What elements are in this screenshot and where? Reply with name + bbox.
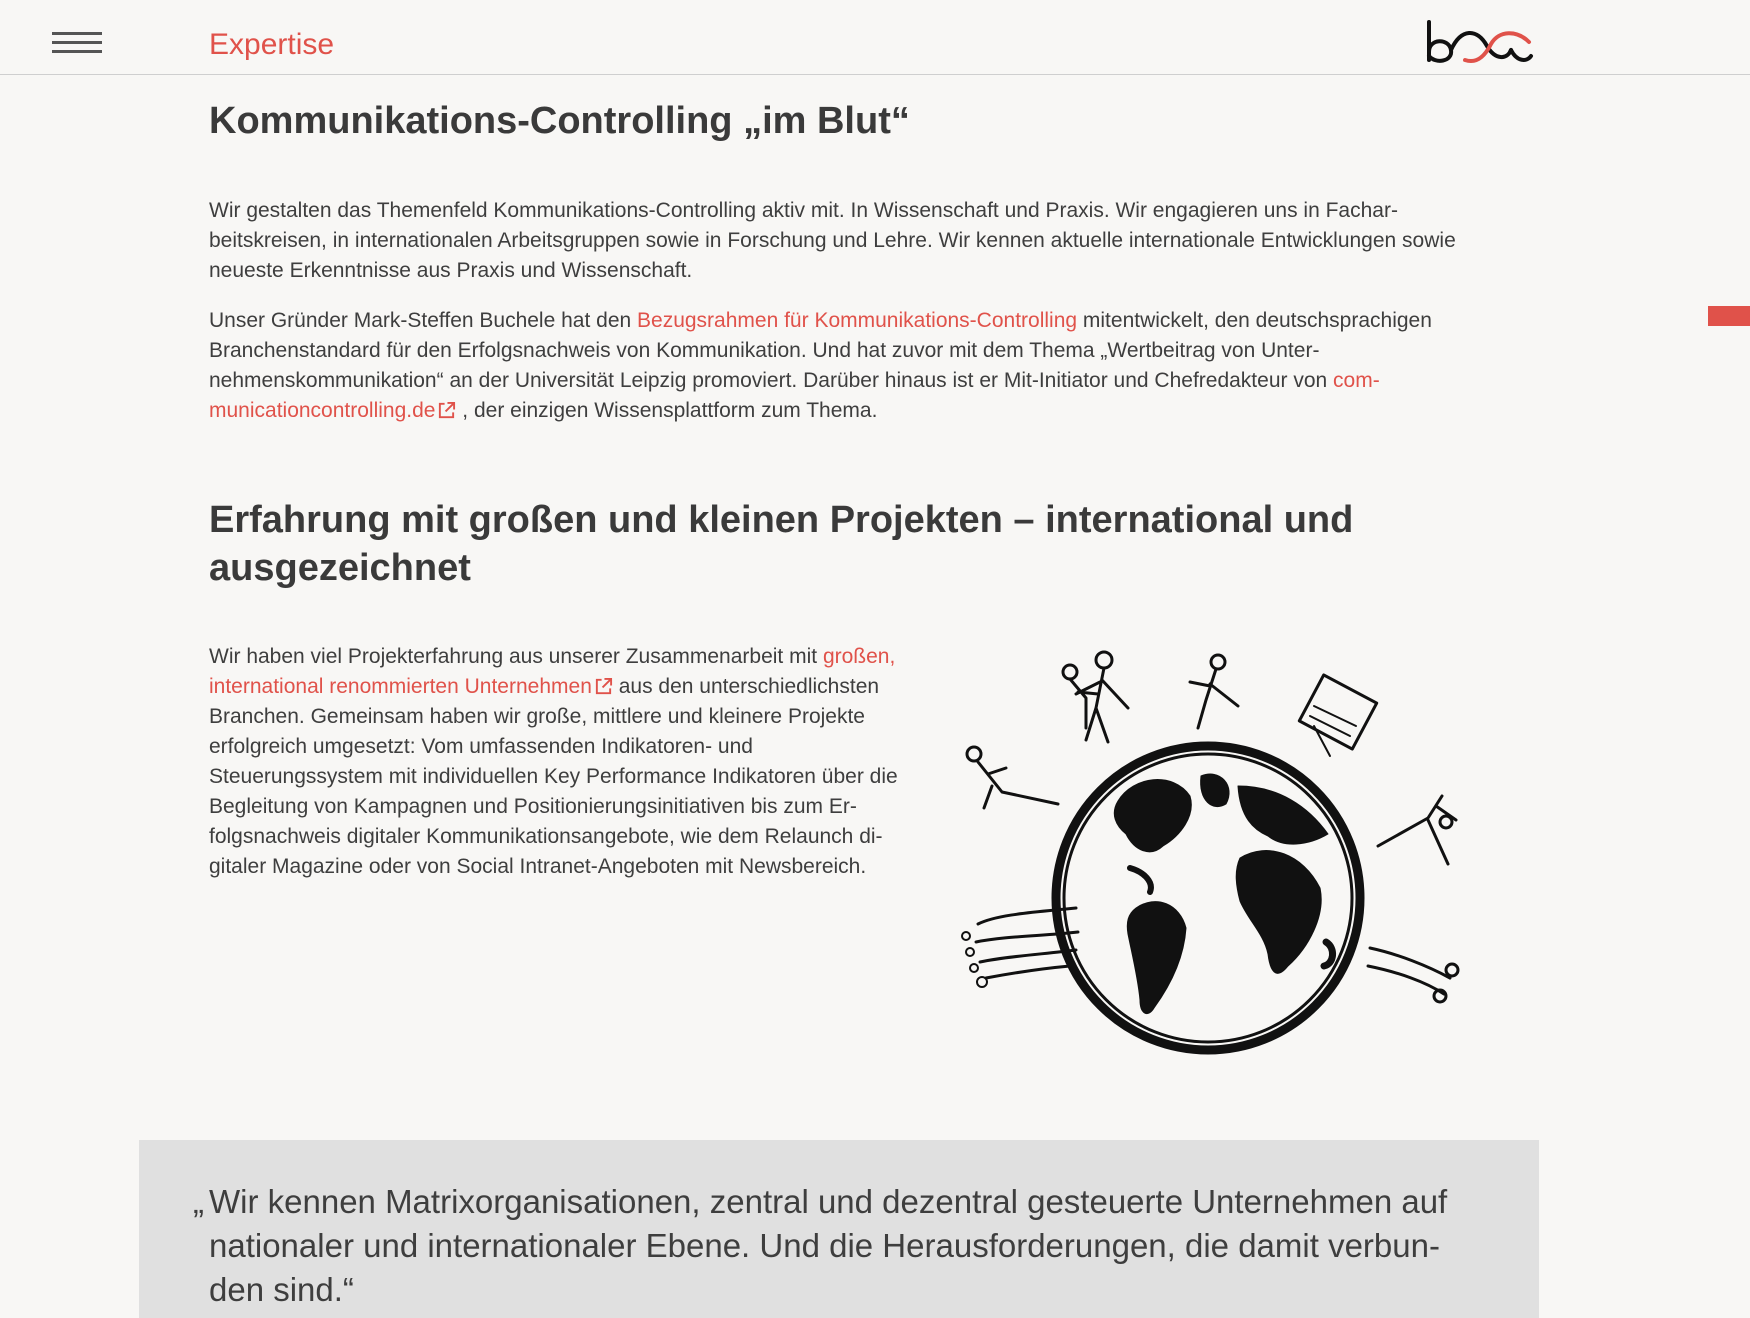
heading-kommunikations-controlling: Kommunikations-Controlling „im Blut“	[209, 100, 910, 142]
site-header	[0, 0, 1750, 75]
section-label: Expertise	[209, 28, 335, 61]
quote-open-mark: „	[193, 1183, 204, 1220]
paragraph-text: aus den unterschiedlichsten Branchen. Gemeinsam haben wir große, mittlere und kleinere Projekte erfolgreich umgesetzt: Vom umfassenden Indikatoren- und Steuerungssystem mit individuellen Key Performance Indikatoren über die Begleitung von Kampagnen und Positionierungsinitiativen bis zum Erfolgsnachweis digitaler Kommunikationsangebote, wie dem Relaunch digitaler Magazine oder von Social Intranet-Angeboten mit Newsbereich.	[209, 675, 898, 878]
link-text: communicationcontrolling.de	[209, 369, 1380, 422]
paragraph-projekterfahrung	[209, 642, 929, 882]
paragraph-themenfeld: Wir gestalten das Themenfeld Kommunikations-Controlling aktiv mit. In Wissenschaft und Praxis. Wir engagieren uns in Facharbeitskreisen, in internationalen Arbeitsgruppen sowie in Forschung und Lehre. Wir kennen aktuelle internationale Entwicklungen sowie neueste Erkenntnisse aus Praxis und Wissenschaft.	[209, 199, 1456, 282]
paragraph-text: mitentwickelt, den deutschsprachigen Branchenstandard für den Erfolgsnachweis von Kommunikation. Und hat zuvor mit dem Thema „Wertbeitrag von Unternehmenskommunikation“ an der Universität Leipzig promoviert. Darüber hinaus ist er Mit-Initiator und Chefredakteur von	[209, 309, 1432, 392]
paragraph-text: , der einzigen Wissensplattform zum Thema.	[456, 399, 878, 422]
quote-body: Wir kennen Matrixorganisationen, zentral und dezentral gesteuerte Unternehmen auf nationaler und internationaler Ebene. Und die Herausforderungen, die damit verbunden sind.“	[209, 1183, 1448, 1308]
quote-box	[139, 1140, 1539, 1318]
paragraph-text: Unser Gründer Mark-Steffen Buchele hat den	[209, 309, 638, 332]
globe-illustration	[958, 636, 1478, 1081]
paragraph-text: Wir haben viel Projekterfahrung aus unserer Zusammenarbeit mit	[209, 645, 823, 668]
bcc-logo[interactable]	[1425, 20, 1535, 71]
quote-text	[193, 1180, 1469, 1312]
external-link-icon	[594, 677, 613, 696]
side-tab[interactable]	[1708, 306, 1750, 326]
link-bezugsrahmen[interactable]: Bezugsrahmen für Kommunikations-Controlling	[637, 309, 1078, 332]
link-text: großen, international renommierten Unternehmen	[209, 645, 896, 698]
hamburger-menu-icon[interactable]	[52, 32, 102, 56]
heading-erfahrung: Erfahrung mit großen und kleinen Projekten – international und ausgezeichnet	[209, 499, 1354, 589]
paragraph-gruender	[209, 306, 1479, 426]
external-link-icon	[437, 401, 456, 420]
